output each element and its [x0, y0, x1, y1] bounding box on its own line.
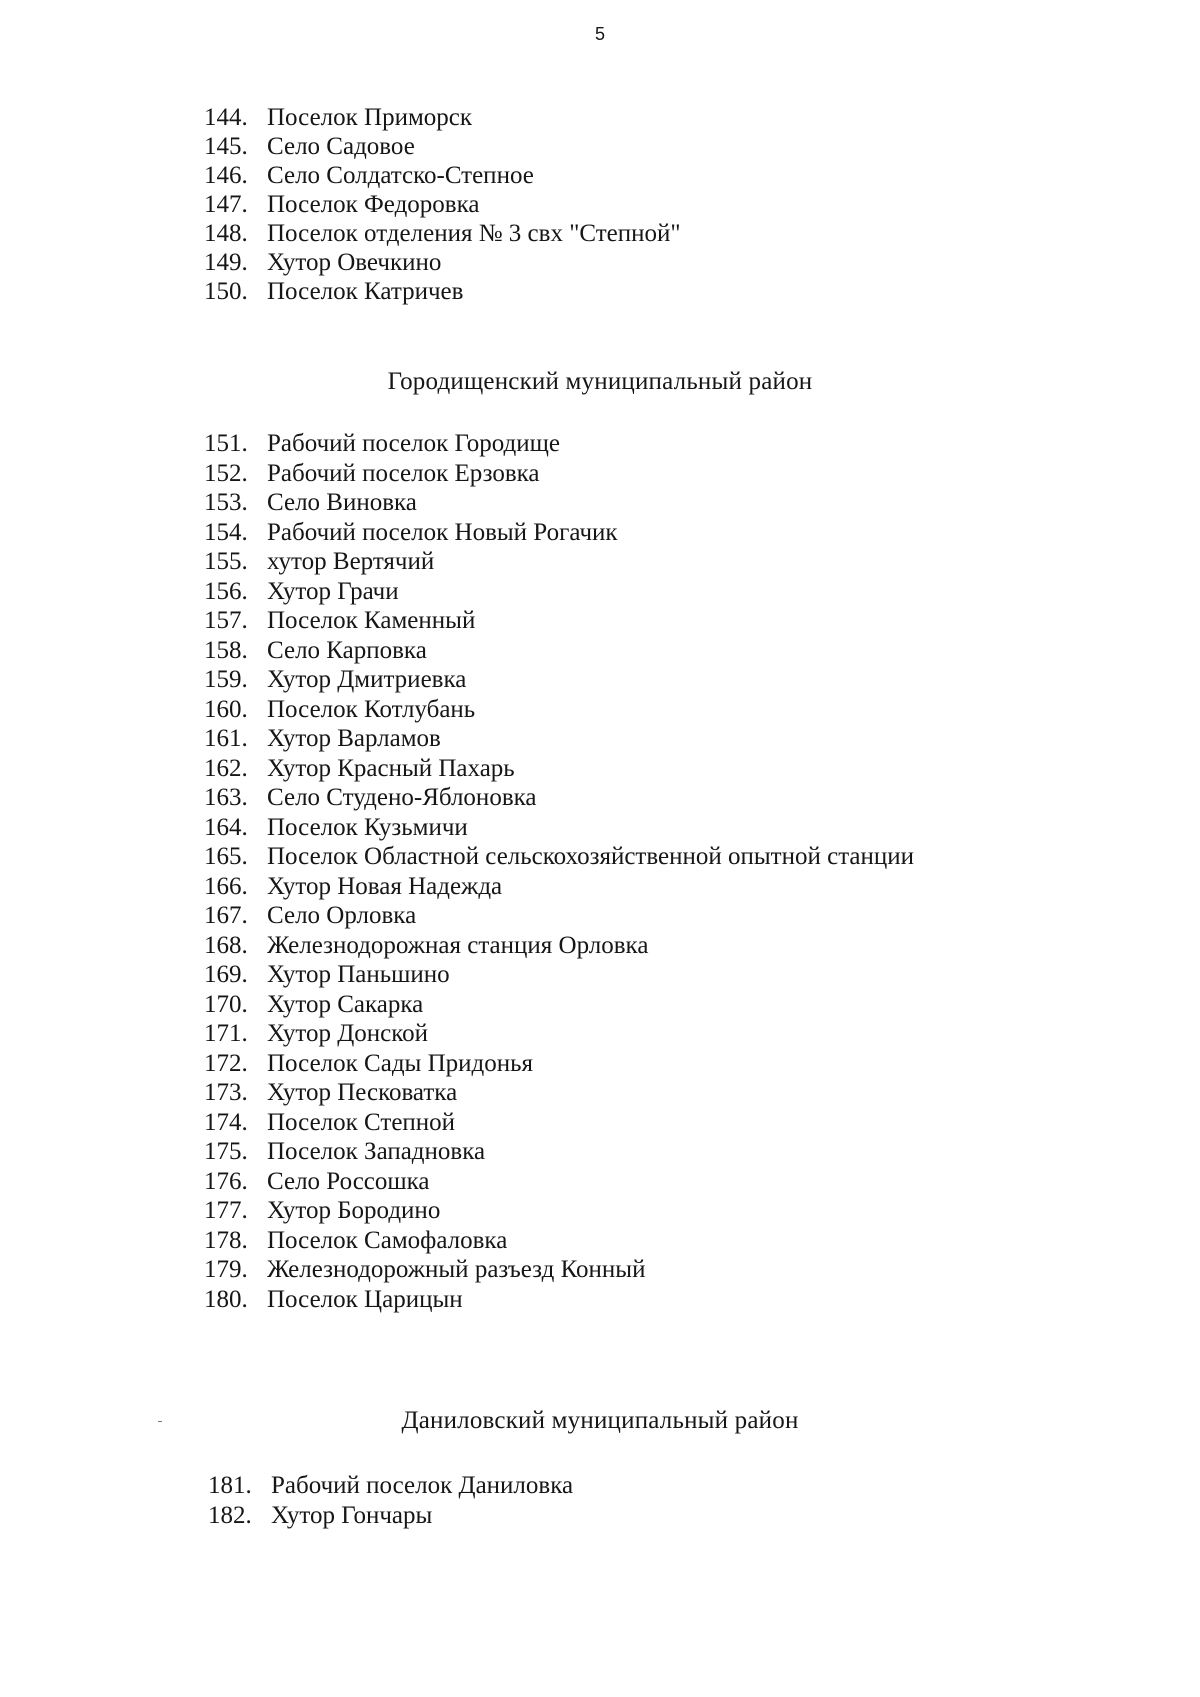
list-item — [204, 218, 1200, 249]
settlement-name: Хутор Сакарка — [267, 990, 424, 1018]
scan-mark — [158, 1421, 162, 1422]
settlement-name: Село Россошка — [267, 1167, 430, 1195]
settlement-name: Поселок Западновка — [267, 1138, 486, 1165]
list-item — [204, 276, 1200, 307]
item-number: 174. — [204, 1108, 248, 1136]
settlement-name: Хутор Паньшино — [267, 961, 450, 988]
item-number: 152. — [204, 459, 248, 487]
list-item — [204, 1136, 1200, 1167]
list-item — [204, 694, 1200, 725]
item-number: 179. — [204, 1256, 248, 1283]
list-item — [204, 812, 1200, 843]
item-number: 158. — [204, 636, 248, 664]
settlement-name: Хутор Красный Пахарь — [267, 754, 515, 782]
list-item — [204, 605, 1200, 636]
list-item — [204, 1195, 1200, 1226]
item-number: 145. — [204, 133, 248, 160]
settlement-name: Рабочий поселок Городище — [267, 430, 561, 457]
settlement-name: Поселок Катричев — [267, 278, 464, 305]
settlement-name: Поселок Кузьмичи — [267, 813, 468, 841]
settlement-name: Село Орловка — [267, 902, 417, 929]
settlement-name: Хутор Овечкино — [267, 249, 442, 276]
item-number: 160. — [204, 695, 248, 723]
settlement-name: Рабочий поселок Даниловка — [271, 1472, 574, 1499]
item-number: 147. — [204, 191, 248, 218]
item-number: 162. — [204, 754, 248, 782]
item-number: 148. — [204, 220, 248, 247]
list-item — [204, 1284, 1200, 1315]
item-number: 178. — [204, 1226, 248, 1254]
list-item — [204, 753, 1200, 784]
section-title: Городищенский муниципальный район — [387, 368, 813, 395]
settlement-name: Хутор Варламов — [267, 725, 441, 752]
item-number: 173. — [204, 1079, 248, 1106]
list-item — [204, 1107, 1200, 1138]
item-number: 146. — [204, 162, 248, 189]
item-number: 171. — [204, 1020, 248, 1047]
list-item — [204, 900, 1200, 931]
item-number: 159. — [204, 666, 248, 693]
list-item — [204, 458, 1200, 489]
settlement-name: Село Садовое — [267, 133, 415, 160]
list-item — [204, 189, 1200, 220]
list-item — [204, 487, 1200, 518]
list-item — [204, 247, 1200, 278]
item-number: 153. — [204, 489, 248, 516]
list-item — [204, 1166, 1200, 1197]
list-item — [204, 1225, 1200, 1256]
item-number: 164. — [204, 813, 248, 841]
item-number: 176. — [204, 1167, 248, 1195]
item-number: 167. — [204, 902, 248, 929]
item-number: 155. — [204, 548, 248, 575]
item-number: 182. — [208, 1502, 252, 1529]
settlement-name: Село Солдатско-Степное — [267, 162, 534, 189]
item-number: 144. — [204, 104, 248, 131]
list-item — [204, 1018, 1200, 1049]
list-item — [204, 1048, 1200, 1079]
item-number: 169. — [204, 961, 248, 988]
item-number: 172. — [204, 1049, 248, 1077]
settlement-name: Хутор Гончары — [271, 1502, 433, 1529]
item-number: 180. — [204, 1285, 248, 1313]
settlement-name: Поселок Царицын — [267, 1285, 463, 1313]
item-number: 168. — [204, 931, 248, 959]
settlement-name: Поселок Каменный — [267, 607, 476, 634]
list-item — [204, 959, 1200, 990]
item-number: 154. — [204, 518, 248, 546]
item-number: 170. — [204, 990, 248, 1018]
item-number: 151. — [204, 430, 248, 457]
settlement-name: Село Студено-Яблоновка — [267, 784, 537, 811]
list-item — [204, 930, 1200, 961]
list-item — [204, 871, 1200, 902]
item-number: 177. — [204, 1197, 248, 1224]
settlement-name: Поселок Сады Придонья — [267, 1049, 534, 1077]
list-item — [204, 782, 1200, 813]
list-item — [208, 1470, 1200, 1501]
settlement-name: Поселок Степной — [267, 1108, 456, 1136]
list-item — [204, 989, 1200, 1020]
settlement-name: Поселок Приморск — [267, 104, 473, 131]
settlement-name: Железнодорожный разъезд Конный — [267, 1256, 646, 1283]
item-number: 166. — [204, 872, 248, 900]
settlement-name: хутор Вертячий — [267, 548, 435, 575]
settlement-name: Хутор Грачи — [267, 577, 399, 605]
list-item — [204, 841, 1200, 872]
settlement-name: Хутор Песковатка — [267, 1079, 458, 1106]
list-item — [204, 160, 1200, 191]
settlement-name: Рабочий поселок Ерзовка — [267, 459, 540, 487]
settlement-name: Хутор Дмитриевка — [267, 666, 467, 693]
list-item — [204, 131, 1200, 162]
item-number: 150. — [204, 278, 248, 305]
settlement-name: Поселок Самофаловка — [267, 1226, 508, 1254]
item-number: 181. — [208, 1472, 252, 1499]
settlement-name: Поселок отделения № 3 свх "Степной" — [267, 220, 681, 247]
settlement-name: Поселок Областной сельскохозяйственной опытной станции — [267, 843, 915, 870]
list-item — [204, 723, 1200, 754]
settlement-name: Хутор Новая Надежда — [267, 872, 503, 900]
list-item — [204, 576, 1200, 607]
settlement-name: Рабочий поселок Новый Рогачик — [267, 518, 618, 546]
list-item — [204, 635, 1200, 666]
list-item — [204, 517, 1200, 548]
list-item — [204, 664, 1200, 695]
settlement-name: Поселок Федоровка — [267, 191, 480, 218]
item-number: 149. — [204, 249, 248, 276]
item-number: 163. — [204, 784, 248, 811]
item-number: 161. — [204, 725, 248, 752]
list-item — [204, 546, 1200, 577]
list-item — [208, 1500, 1200, 1531]
settlement-name: Хутор Бородино — [267, 1197, 441, 1224]
list-item — [204, 1254, 1200, 1285]
item-number: 156. — [204, 577, 248, 605]
list-item — [204, 428, 1200, 459]
section-title: Даниловский муниципальный район — [401, 1407, 799, 1434]
list-item — [204, 102, 1200, 133]
settlement-name: Поселок Котлубань — [267, 695, 476, 723]
settlement-name: Село Карповка — [267, 636, 427, 664]
item-number: 165. — [204, 843, 248, 870]
page-number: 5 — [594, 24, 605, 44]
settlement-name: Хутор Донской — [267, 1020, 428, 1047]
item-number: 175. — [204, 1138, 248, 1165]
list-item — [204, 1077, 1200, 1108]
settlement-name: Железнодорожная станция Орловка — [267, 931, 649, 959]
item-number: 157. — [204, 607, 248, 634]
settlement-name: Село Виновка — [267, 489, 417, 516]
